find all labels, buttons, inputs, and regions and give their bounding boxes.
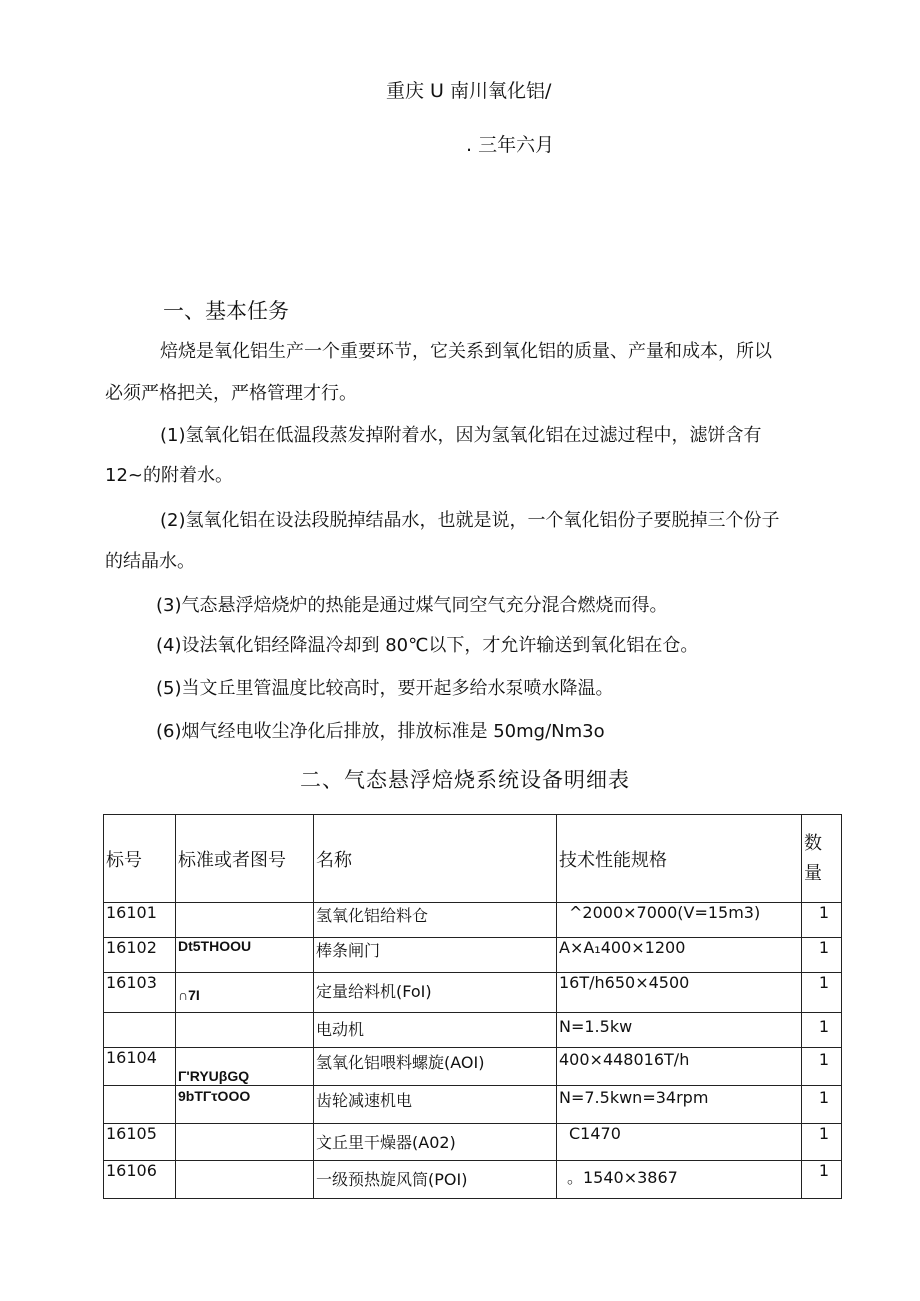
row-spec: ^2000×7000(V=15m3) (557, 903, 802, 938)
row-qty: 1 (802, 1048, 842, 1086)
row-code: 16102 (104, 938, 176, 973)
row-name: 电动机 (314, 1013, 557, 1048)
row-name: 定量给料机(FoI) (314, 973, 557, 1013)
task-item-6: (6)烟气经电收尘净化后排放，排放标准是 50mg∕Nm3o (156, 721, 605, 742)
table-row (104, 903, 842, 938)
task-item-3: (3)气态悬浮焙烧炉的热能是通过煤气同空气充分混合燃烧而得。 (156, 595, 668, 616)
header-qty-line2: 量 (804, 862, 822, 884)
row-qty: 1 (802, 903, 842, 938)
row-code: 16106 (104, 1161, 176, 1199)
table-row (104, 1013, 842, 1048)
row-qty: 1 (802, 1161, 842, 1199)
row-code (104, 1013, 176, 1048)
intro-paragraph-line2: 必须严格把关，严格管理才行。 (105, 383, 357, 404)
header-code: 标号 (104, 815, 176, 903)
task-item-1-line2: 12~的附着水。 (105, 465, 233, 486)
task-item-2-line1: (2)氢氧化铝在设法段脱掉结晶水，也就是说，一个氧化铝份子要脱掉三个份子 (160, 510, 780, 531)
row-name: 一级预热旋风筒(POI) (314, 1161, 557, 1199)
row-code (104, 1086, 176, 1124)
table-row (104, 1086, 842, 1124)
header-spec: 技术性能规格 (557, 815, 802, 903)
row-standard: 9bTΓτOOO (176, 1086, 314, 1124)
row-spec: N=7.5kwn=34rpm (557, 1086, 802, 1124)
row-spec: A×A₁400×1200 (557, 938, 802, 973)
row-code: 16103 (104, 973, 176, 1013)
intro-paragraph-line1: 焙烧是氧化铝生产一个重要环节，它关系到氧化铝的质量、产量和成本，所以 (160, 341, 772, 362)
row-spec: 400×448016T∕h (557, 1048, 802, 1086)
row-code: 16101 (104, 903, 176, 938)
section-title-equipment-list: 二、气态悬浮焙烧系统设备明细表 (300, 768, 630, 792)
row-name: 齿轮减速机电 (314, 1086, 557, 1124)
task-item-5: (5)当文丘里管温度比较高时，要开起多给水泵喷水降温。 (156, 678, 614, 699)
table-row (104, 938, 842, 973)
row-spec: 16T∕h650×4500 (557, 973, 802, 1013)
header-qty (802, 815, 842, 903)
row-standard (176, 903, 314, 938)
row-qty: 1 (802, 973, 842, 1013)
company-name: 重庆 U 南川氧化铝/ (386, 80, 552, 102)
row-standard (176, 1013, 314, 1048)
row-qty: 1 (802, 938, 842, 973)
row-standard (176, 1161, 314, 1199)
row-qty: 1 (802, 1013, 842, 1048)
header-name: 名称 (314, 815, 557, 903)
table-row (104, 973, 842, 1013)
row-spec: 。1540×3867 (557, 1161, 802, 1199)
section-title-basic-tasks: 一、基本任务 (163, 299, 289, 323)
row-name: 棒条闸门 (314, 938, 557, 973)
task-item-1-line1: (1)氢氧化铝在低温段蒸发掉附着水，因为氢氧化铝在过滤过程中，滤饼含有 (160, 425, 762, 446)
table-header-row (104, 815, 842, 903)
table-row (104, 1124, 842, 1161)
header-qty-line1: 数 (804, 832, 822, 854)
row-code: 16104 (104, 1048, 176, 1086)
row-code: 16105 (104, 1124, 176, 1161)
row-spec: N=1.5kw (557, 1013, 802, 1048)
row-standard: ∩7I (176, 973, 314, 1013)
task-item-2-line2: 的结晶水。 (105, 551, 195, 572)
document-date: . 三年六月 (466, 134, 555, 156)
table-row (104, 1048, 842, 1086)
header-standard: 标准或者图号 (176, 815, 314, 903)
row-qty: 1 (802, 1086, 842, 1124)
row-name: 氢氧化铝给料仓 (314, 903, 557, 938)
task-item-4: (4)设法氧化铝经降温冷却到 80℃以下，才允许输送到氧化铝在仓。 (156, 635, 699, 656)
row-spec: C1470 (557, 1124, 802, 1161)
row-name: 氢氧化铝喂料螺旋(AOI) (314, 1048, 557, 1086)
row-name: 文丘里干燥器(A02) (314, 1124, 557, 1161)
row-standard: Dt5THOOU (176, 938, 314, 973)
equipment-table (103, 814, 842, 1199)
row-standard (176, 1124, 314, 1161)
row-qty: 1 (802, 1124, 842, 1161)
row-standard: Γ'RYUβGQ (176, 1048, 314, 1086)
table-row (104, 1161, 842, 1199)
